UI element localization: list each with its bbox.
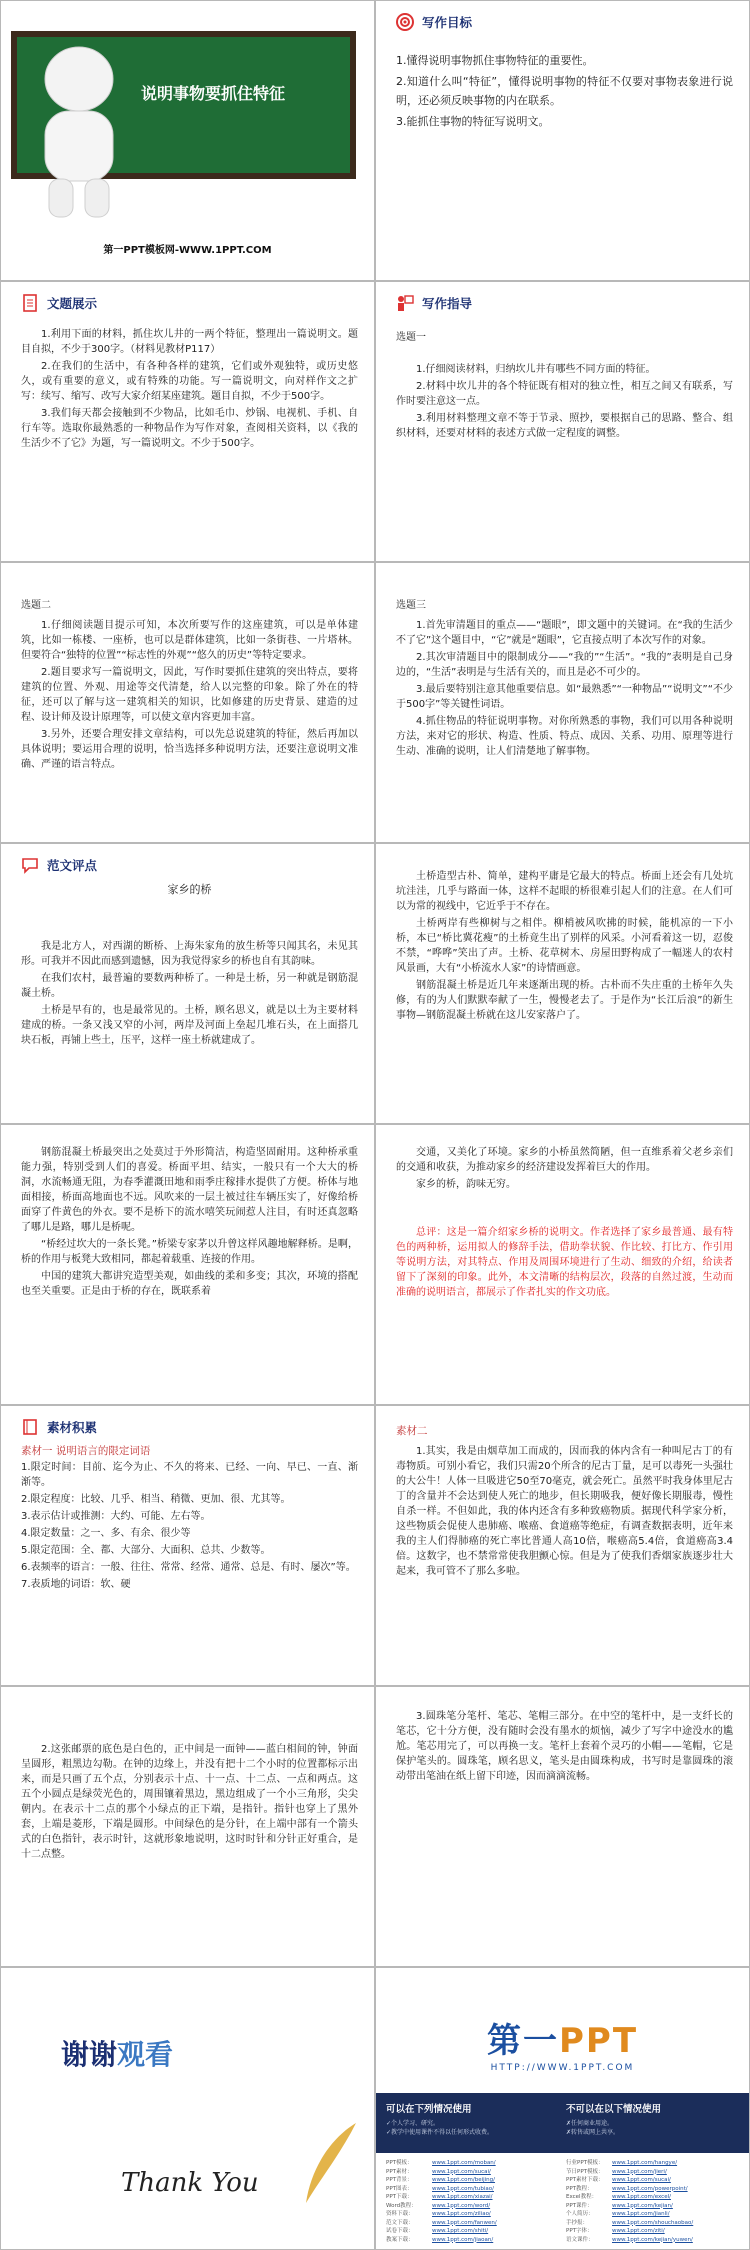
topic2-list — [21, 618, 358, 774]
resource-link-label: 资料下载： — [386, 2211, 414, 2217]
goals-heading: 写作目标 — [422, 15, 473, 30]
resource-link-row — [566, 2236, 736, 2245]
resource-link-row — [566, 2176, 736, 2185]
topic3-item: 3.最后要特别注意其他重要信息。如“最熟悉”“一种物品”“说明文”“不少于500字”等关键性词语。 — [396, 684, 733, 710]
resource-link[interactable]: www.1ppt.com/tubiao/ — [432, 2185, 494, 2192]
links-left-column — [386, 2159, 556, 2244]
topics-list — [21, 327, 358, 453]
teacher-icon — [396, 294, 414, 312]
essay-header — [21, 856, 97, 874]
resource-link[interactable]: www.1ppt.com/powerpoint/ — [612, 2185, 688, 2192]
guidance-header — [396, 294, 472, 312]
material2-section: 素材二 — [396, 1425, 428, 1437]
guide-item: 1.仔细阅读材料，归纳坎儿井有哪些不同方面的特征。 — [416, 364, 656, 375]
comment-icon — [21, 856, 39, 874]
topics-heading: 文题展示 — [47, 296, 98, 311]
topic3-list — [396, 618, 733, 761]
topic3-item: 1.首先审清题目的重点——“题眼”，即文题中的关键词。在“我的生活少不了它”这个题目中，“它”就是“题眼”，它直接点明了本次写作的对象。 — [396, 620, 733, 646]
slide-material2 — [375, 1405, 750, 1686]
essay-para: “桥经过坎大的一条长凳。”桥梁专家茅以升曾这样风趣地解释桥。是啊，桥的作用与板凳大致相同，都起着载重、连接的作用。 — [21, 1239, 358, 1265]
slide-material-stamp — [0, 1686, 375, 1967]
resource-link-label: Excel教程： — [566, 2194, 598, 2200]
resource-link-label: 行业PPT模板： — [566, 2160, 604, 2166]
resource-link-label: Word教程： — [386, 2202, 417, 2209]
essay-body-3 — [21, 1145, 358, 1301]
material2-text: 1.其实，我是由烟草加工而成的，因而我的体内含有一种叫尼古丁的有毒物质。可别小看它，我们只需20个所含的尼古丁量，足可以毒死一头强壮的大公牛！人体一旦吸进它50至70毫克，就会死亡。虽然平时我身体里尼古丁的含量并不会达到使人死亡的地步，但长期吸我，便好像长期服毒，慢性自杀一样。不但如此，我的体内还含有多种致癌物质。据现代科学家分析，这些物质会促使人患肺癌、喉癌、食道癌等绝症，有调查数据表明，近年来我的主人们得肺癌的死亡率比普通人高10倍，喉癌高5.4倍，食道癌高3.4倍。这数字，也不禁常常使我胆颤心惊。但是为了使我们香烟家族逐步壮大起来，我可管不了那么多啦。 — [396, 1446, 733, 1577]
resource-link[interactable]: www.1ppt.com/excel/ — [612, 2194, 671, 2200]
essay-para: 钢筋混凝土桥是近几年来逐渐出现的桥。古朴而不失庄重的土桥年久失修，有的为人们默默奉献了一生，慢慢老去了。于是作为“长江后浪”的新生事物—钢筋混凝土桥就在这儿安家落户了。 — [396, 980, 733, 1021]
essay-para: 交通，又美化了环境。家乡的小桥虽然简陋，但一直维系着父老乡亲们的交通和收获，为推动家乡的经济建设发挥着巨大的作用。 — [396, 1147, 733, 1173]
goals-list — [396, 51, 733, 133]
goals-header — [396, 13, 472, 31]
resource-link-label: 教案下载： — [386, 2236, 414, 2243]
resource-link-row — [386, 2236, 556, 2245]
slide-goals — [375, 0, 750, 281]
resource-link[interactable]: www.1ppt.com/ziti/ — [612, 2228, 665, 2234]
resource-link-row — [566, 2210, 736, 2219]
resource-link-row — [566, 2193, 736, 2202]
comment-text: 这是一篇介绍家乡桥的说明文。作者选择了家乡最普通、最有特色的两种桥，运用拟人的修辞手法，借助拳状貌、作比较、打比方、作引用等说明方法，对其特点、作用及周围环境进行了生动、细致的介绍，给读者留下了深刻的印象。此外，本文清晰的结构层次，段落的自然过渡，生动而准确的说明语言，都展示了作者扎实的作文功底。 — [396, 1227, 734, 1298]
goal-item: 3.能抓住事物的特征写说明文。 — [396, 115, 550, 128]
resource-link[interactable]: www.1ppt.com/hangye/ — [612, 2160, 678, 2166]
topic2-item: 1.仔细阅读题目提示可知，本次所要写作的这座建筑，可以是单体建筑，比如一栋楼、一座桥，也可以是群体建筑，比如一条街巷、一片塔林。但要符合“独特的位置”“标志性的外观”“悠久的历史”等特定要求。 — [21, 620, 358, 661]
comment-label: 总评： — [416, 1227, 447, 1238]
resource-link-row — [386, 2185, 556, 2194]
topic2-subtitle: 选题二 — [21, 600, 51, 611]
allowed-heading: 可以在下列情况使用 — [386, 2104, 472, 2115]
resource-link-row — [566, 2227, 736, 2236]
materials-heading: 素材积累 — [47, 1420, 98, 1435]
resource-link-label: PPT课件： — [566, 2202, 593, 2209]
resource-link-row — [386, 2202, 556, 2211]
resource-link-row — [566, 2168, 736, 2177]
topic-item: 2.在我们的生活中，有各种各样的建筑，它们或外观独特，或历史悠久，或有重要的意义，或有特殊的功能。写一篇说明文，向对样作文之扩写：续写、缩写、改写大家介绍某座建筑。题目自拟，不少于500字。 — [21, 361, 358, 402]
resource-link[interactable]: www.1ppt.com/jiaoan/ — [432, 2236, 494, 2243]
resource-link[interactable]: www.1ppt.com/moban/ — [432, 2160, 496, 2166]
resource-link-label: PPT图表： — [386, 2185, 413, 2192]
topic2-item: 3.另外，还要合理安排文章结构，可以先总说建筑的特征，然后再加以具体说明；要运用合理的说明，恰当选择多种说明方法，还要注意说明文准确、严谨的语言特点。 — [21, 729, 358, 770]
resource-link-label: PPT模板： — [386, 2160, 413, 2166]
resource-link-row — [566, 2159, 736, 2168]
resource-link-row — [566, 2185, 736, 2194]
slide-material-pen — [375, 1686, 750, 1967]
essay-para: 土桥是早有的，也是最常见的。土桥，顾名思义，就是以土为主要材料建成的桥。一条又浅又窄的小河，两岸及河面上垒起几堆石头，在上面搭几块石板，再铺上些土，压平，这样一座土桥就建成了。 — [21, 1005, 358, 1046]
forbidden-line: ✗任何商业用途。 — [566, 2120, 614, 2127]
resource-link-label: 语文课件： — [566, 2236, 594, 2243]
resource-link-label: 手抄报： — [566, 2219, 589, 2226]
thanks-part-b: 观看 — [117, 2038, 174, 2071]
topic-item: 1.利用下面的材料，抓住坎儿井的一两个特征，整理出一篇说明文。题目自拟，不少于300字。（材料见教材P117） — [21, 329, 358, 355]
materials-header — [21, 1418, 97, 1436]
resource-link[interactable]: www.1ppt.com/shouchaobao/ — [612, 2219, 694, 2226]
topic3-subtitle: 选题三 — [396, 600, 426, 611]
topic2-item: 2.题目要求写一篇说明文，因此，写作时要抓住建筑的突出特点，要将建筑的位置、外观、用途等交代清楚，给人以完整的印象。除了外在的特征，还可以了解与这一建筑相关的知识，比如修建的历史背景、建造的过程、设计师及设计原理等，可以使文章内容更加丰富。 — [21, 667, 358, 723]
slide-essay-cont1 — [375, 843, 750, 1124]
slide-topic2 — [0, 562, 375, 843]
resource-link-label: PPT下载： — [386, 2194, 413, 2200]
slide-essay-cont2 — [0, 1124, 375, 1405]
slide-essay-comment — [375, 1124, 750, 1405]
material-item: 7.表质地的词语：软、硬 — [21, 1579, 131, 1590]
resource-link-row — [386, 2168, 556, 2177]
allowed-column — [386, 2101, 556, 2137]
forbidden-heading: 不可以在以下情况使用 — [566, 2104, 662, 2115]
essay-body-4 — [396, 1145, 733, 1194]
resource-link[interactable]: www.1ppt.com/jieri/ — [612, 2168, 667, 2175]
logo-part-a: 第一 — [486, 2021, 559, 2061]
stamp-text: 2.这张邮票的底色是白色的，正中间是一面钟——蓝白相间的钟，钟面呈圆形，粗黑边勾勒。在钟的边缘上，并没有把十二个小时的位置都标示出来，而是只画了五个点，分别表示十点、十一点、十二点、一点和两点。这五个小圆点是绿荧光色的，周围镶着黑边，黑边组成了一个小三角形，尖尖朝内。在表示十二点的那个小绿点的正下端，是指针。指针也穿上了黑外套，上端是菱形，下端是圆形。中间绿色的是分针，在上端中部有一个箭头式的白色指针，表示时针，这就形象地说明，这时时针和分针正好重合，是十二点整。 — [21, 1744, 358, 1860]
essay-body-2 — [396, 869, 733, 1025]
forbidden-line: ✗转售或网上共享。 — [566, 2129, 620, 2136]
slide-brand — [375, 1967, 750, 2250]
materials-list — [21, 1460, 358, 1594]
essay-para: 钢筋混凝土桥最突出之处莫过于外形简洁，构造坚固耐用。这种桥承重能力强，特别受到人们的喜爱。桥面平坦、结实，一般只有一个大大的桥洞，水流畅通无阻，为春季灌溉田地和雨季庄稼排水提供了方便。桥体与地面相接，桥面高地面也不远。风吹来的一层土被过往车辆压实了，好像给桥面穿了件黄色的外衣。要不是桥下的流水嘻笑玩闹惹人注目，有时还真忽略了哪儿是路，哪儿是桥呢。 — [21, 1147, 358, 1233]
materials-section: 素材一 说明语言的限定词语 — [21, 1445, 151, 1457]
links-right-column — [566, 2159, 736, 2244]
resource-link[interactable]: www.1ppt.com/fanwen/ — [432, 2219, 497, 2226]
resource-link-label: 试卷下载： — [386, 2228, 414, 2234]
usage-panel — [376, 2093, 749, 2249]
slide-guidance — [375, 281, 750, 562]
resource-link[interactable]: www.1ppt.com/kejian/ — [612, 2202, 673, 2209]
material-item: 1.限定时间：目前、迄今为止、不久的将来、已经、一向、早已、一直、渐渐等。 — [21, 1462, 358, 1488]
material-item: 4.限定数量：之一、多、有余、很少等 — [21, 1528, 191, 1539]
slide-topic3 — [375, 562, 750, 843]
resource-link-label: PPT字体： — [566, 2228, 593, 2234]
resource-link-label: PPT素材： — [386, 2168, 413, 2175]
slide-thanks — [0, 1967, 375, 2250]
slide-topics — [0, 281, 375, 562]
resource-link[interactable]: www.1ppt.com/kejian/yuwen/ — [612, 2236, 693, 2243]
resource-link-label: PPT教程： — [566, 2185, 593, 2192]
guide-item: 3.利用材料整理文章不等于节录、照抄，要根据自己的思路、整合、组织材料，还要对材料的表述方式做一定程度的调整。 — [396, 413, 733, 439]
resource-link[interactable]: www.1ppt.com/jianli/ — [612, 2211, 670, 2217]
resource-link-row — [566, 2219, 736, 2228]
topics-header — [21, 294, 97, 312]
resource-link[interactable]: www.1ppt.com/beijing/ — [432, 2177, 496, 2183]
target-icon — [396, 13, 414, 31]
topic3-item: 2.其次审清题目中的限制成分——“我的”“生活”。“我的”表明是自己身边的，“生活”表明是与生活有关的，而且是必不可少的。 — [396, 652, 733, 678]
book-icon — [21, 1418, 39, 1436]
material-item: 3.表示估计或推测：大约、可能、左右等。 — [21, 1511, 211, 1522]
brand-url: HTTP://WWW.1PPT.COM — [490, 2063, 635, 2073]
links-panel — [376, 2153, 749, 2249]
figure-icon — [19, 39, 139, 224]
resource-link-row — [386, 2227, 556, 2236]
resource-link-label: PPT素材下载： — [566, 2177, 604, 2183]
resource-link-label: PPT背景： — [386, 2177, 413, 2183]
forbidden-column — [566, 2101, 736, 2137]
essay-body — [21, 939, 358, 1050]
slide-materials — [0, 1405, 375, 1686]
material-item: 6.表频率的语言：一般、往往、常常、经常、通常、总是、有时、屡次”等。 — [21, 1562, 356, 1573]
essay-heading: 范文评点 — [47, 858, 98, 873]
material-item: 2.限定程度：比较、几乎、相当、稍微、更加、很、尤其等。 — [21, 1494, 291, 1505]
essay-para: 土桥造型古朴、简单，建构平庸是它最大的特点。桥面上还会有几处坑坑洼洼，几乎与路面一体，这样不起眼的桥很难引起人们的注意。在人们可以为常的视线中，它近乎于不存在。 — [396, 871, 733, 912]
brand-logo — [376, 2013, 749, 2062]
resource-link-row — [386, 2219, 556, 2228]
essay-para: 中国的建筑大都讲究造型美观，如曲线的柔和多变；其次，环境的搭配也至关重要。正是由于桥的存在，既联系着 — [21, 1271, 358, 1297]
goal-item: 1.懂得说明事物抓住事物特征的重要性。 — [396, 54, 594, 67]
thank-you-script: Thank You — [121, 2168, 259, 2198]
resource-link-row — [566, 2202, 736, 2211]
document-icon — [21, 294, 39, 312]
resource-link-label: 个人简历： — [566, 2211, 594, 2217]
feather-icon — [301, 2118, 361, 2208]
resource-link[interactable]: www.1ppt.com/xiazai/ — [432, 2194, 493, 2200]
resource-link-label: 节日PPT模板： — [566, 2168, 604, 2175]
thanks-part-a: 谢谢 — [61, 2038, 118, 2071]
resource-link-row — [386, 2210, 556, 2219]
logo-part-b: PPT — [558, 2021, 639, 2061]
resource-link[interactable]: www.1ppt.com/ziliao/ — [432, 2211, 491, 2217]
essay-para: 在我们农村，最普遍的要数两种桥了。一种是土桥，另一种就是钢筋混凝土桥。 — [21, 973, 358, 999]
resource-link-row — [386, 2176, 556, 2185]
cover-title: 说明事物要抓住特征 — [141, 84, 286, 103]
essay-para: 我是北方人，对西湖的断桥、上海朱家角的放生桥等只闻其名，未见其形。可我并不因此而感到遗憾，因为我觉得家乡的桥也自有其韵味。 — [21, 941, 358, 967]
thanks-text — [61, 2033, 173, 2073]
guidance-list — [396, 362, 733, 443]
resource-link[interactable]: www.1ppt.com/word/ — [432, 2202, 491, 2209]
guide-item: 2.材料中坎儿井的各个特征既有相对的独立性，相互之间又有联系，写作时要注意这一点。 — [396, 381, 733, 407]
resource-link-row — [386, 2193, 556, 2202]
slide-cover — [0, 0, 375, 281]
topic3-item: 4.抓住物品的特征说明事物。对你所熟悉的事物，我们可以用各种说明方法，来对它的形状、构造、性质、特点、成因、关系、功用、原理等进行生动、准确的说明，让人们清楚地了解事物。 — [396, 716, 733, 757]
overall-comment — [396, 1225, 733, 1300]
pen-text: 3.圆珠笔分笔杆、笔芯、笔帽三部分。在中空的笔杆中，是一支纤长的笔芯，它十分方便，没有随时会没有墨水的烦恼，减少了写字中途没水的尴尬。笔芯用完了，可以再换一支。笔杆上套着个灵巧的小帽——笔帽，它是保护笔头的。圆珠笔，顾名思义，笔头是由圆珠构成，书写时是靠圆珠的滚动带出笔油在纸上留下印迹，因而滴滴流畅。 — [396, 1711, 733, 1782]
essay-para: 家乡的桥，韵味无穷。 — [416, 1179, 516, 1190]
material-item: 5.限定范围：全、都、大部分、大面积、总共、少数等。 — [21, 1545, 271, 1556]
essay-para: 土桥两岸有些柳树与之相伴。柳梢被风吹拂的时候，能机凉的一下小桥，本已“桥比冀花瘦”的土桥竟生出了别样的风采。小河看着这一切，忍俊不禁，“哗哗”笑出了声。土桥、花草树木、房屋田野构成了一幅迷人的农村风景画，大有“小桥流水人家”的诗情画意。 — [396, 918, 733, 974]
allowed-line: ✓个人学习、研究。 — [386, 2120, 440, 2127]
resource-link-row — [386, 2159, 556, 2168]
allowed-line: ✓教学中使用课件不得以任何形式收费。 — [386, 2129, 494, 2136]
resource-link[interactable]: www.1ppt.com/sucai/ — [432, 2168, 491, 2175]
slide-model-essay — [0, 843, 375, 1124]
resource-link[interactable]: www.1ppt.com/sucai/ — [612, 2177, 671, 2183]
guidance-heading: 写作指导 — [422, 296, 473, 311]
resource-link[interactable]: www.1ppt.com/shiti/ — [432, 2228, 489, 2234]
site-caption: 第一PPT模板网-WWW.1PPT.COM — [103, 245, 272, 256]
goal-item: 2.知道什么叫“特征”，懂得说明事物的特征不仅要对事物表象进行说明，还必须反映事物的内在联系。 — [396, 75, 733, 107]
topic-item: 3.我们每天都会接触到不少物品，比如毛巾、炒锅、电视机、手机、自行车等。选取你最熟悉的一种物品作为写作对象，查阅相关资料，以《我的生活少不了它》为题，写一篇说明文。不少于500字。 — [21, 408, 358, 449]
resource-link-label: 范文下载： — [386, 2219, 414, 2226]
guidance-subtitle: 选题一 — [396, 332, 426, 343]
essay-title: 家乡的桥 — [167, 883, 212, 896]
